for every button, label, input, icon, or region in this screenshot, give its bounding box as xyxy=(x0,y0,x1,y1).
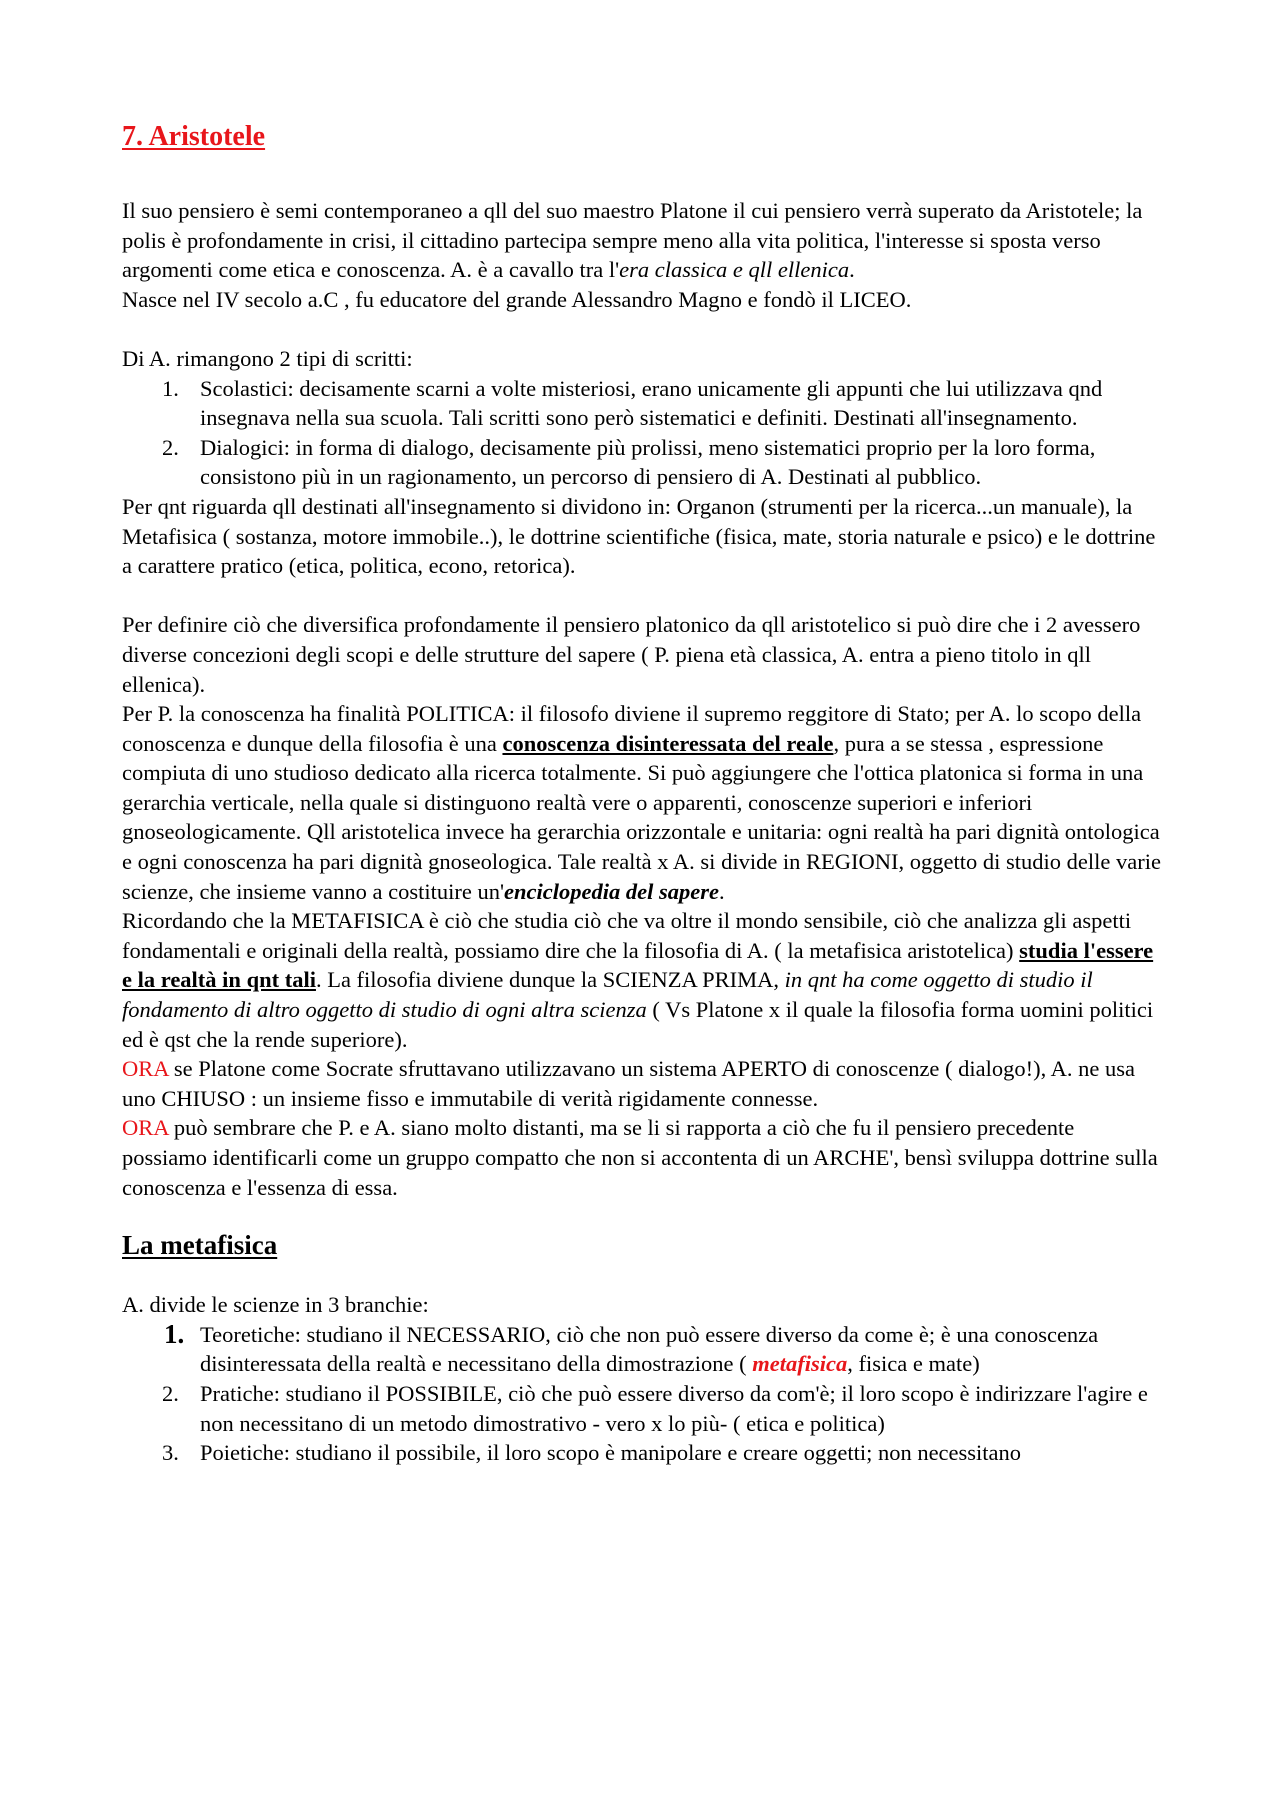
list-number: 2. xyxy=(162,434,179,460)
list-number: 1. xyxy=(162,375,179,401)
spacer xyxy=(122,581,1162,611)
bold-italic-phrase: enciclopedia del sapere xyxy=(504,878,719,904)
knowledge-paragraph: Per P. la conoscenza ha finalità POLITICA: il filosofo diviene il supremo reggitore di Stato; per A. lo scopo della conoscenza e dunque della filosofia è una conoscenza disinteressata del reale, pura a se stessa , espressione compiuta di uno studioso dedicato alla ricerca totalmente. Si può aggiungere che l'ottica platonica si forma in una gerarchia verticale, nella quale si distinguono realtà vere o apparenti, conoscenze superiori e inferiori gnoseologicamente. Qll aristotelica invece ha gerarchia orizzontale e unitaria: ogni realtà ha pari dignità ontologica e ogni conoscenza ha pari dignità gnoseologica. Tale realtà x A. si divide in REGIONI, oggetto di studio delle varie scienze, che insieme vanno a costituire un'enciclopedia del sapere. xyxy=(122,701,1161,904)
writings-list xyxy=(122,374,1162,492)
intro-paragraph: Il suo pensiero è semi contemporaneo a qll del suo maestro Platone il cui pensiero verrà superato da Aristotele; la polis è profondamente in crisi, il cittadino partecipa sempre meno alla vita politica, l'interesse si sposta verso argomenti come etica e conoscenza. A. è a cavallo tra l'era classica e qll ellenica. xyxy=(122,198,1143,283)
list-number: 3. xyxy=(162,1440,179,1466)
red-keyword: ORA xyxy=(122,1056,169,1082)
writings-heading: Di A. rimangono 2 tipi di scritti: xyxy=(122,345,413,371)
branches-list xyxy=(122,1320,1162,1468)
list-item-text: Poietiche: studiano il possibile, il loro scopo è manipolare e creare oggetti; non necessitano xyxy=(200,1440,1022,1466)
list-item-text: Pratiche: studiano il POSSIBILE, ciò che può essere diverso da com'è; il loro scopo è indirizzare l'agire e non necessitano di un metodo dimostrativo - vero x lo più- ( etica e politica) xyxy=(200,1380,1148,1436)
branches-heading: A. divide le scienze in 3 branchie: xyxy=(122,1292,429,1318)
list-item xyxy=(122,1438,1162,1468)
birth-paragraph: Nasce nel IV secolo a.C , fu educatore del grande Alessandro Magno e fondò il LICEO. xyxy=(122,286,912,312)
metaphysics-paragraph: Ricordando che la METAFISICA è ciò che studia ciò che va oltre il mondo sensibile, ciò che analizza gli aspetti fondamentali e originali della realtà, possiamo dire che la filosofia di A. ( la metafisica aristotelica) studia l'essere e la realtà in qnt tali. La filosofia diviene dunque la SCIENZA PRIMA, in qnt ha come oggetto di studio il fondamento di altro oggetto di studio di ogni altra scienza ( Vs Platone x il quale la filosofia forma uomini politici ed è qst che la rende superiore). xyxy=(122,908,1154,1052)
italic-phrase: in qnt ha come oggetto di studio il fondamento di altro oggetto di studio di ogni altra scienza xyxy=(122,967,1093,1023)
list-item xyxy=(122,1379,1162,1438)
red-keyword: ORA xyxy=(122,1115,169,1141)
bold-underlined-phrase: conoscenza disinteressata del reale xyxy=(502,730,834,756)
spacer xyxy=(122,314,1162,344)
list-item xyxy=(122,374,1162,433)
list-item xyxy=(122,433,1162,492)
list-number: 1. xyxy=(164,1318,185,1349)
bold-underlined-phrase: studia l'essere e la realtà in qnt tali xyxy=(122,937,1154,993)
italic-phrase: era classica e qll ellenica xyxy=(619,257,850,283)
spacer xyxy=(122,1202,1162,1228)
list-number: 2. xyxy=(162,1380,179,1406)
organon-paragraph: Per qnt riguarda qll destinati all'insegnamento si dividono in: Organon (strumenti per la ricerca...un manuale), la Metafisica ( sostanza, motore immobile..), le dottrine scientifiche (fisica, mate, storia naturale e psico) e le dottrine a carattere pratico (etica, politica, econo, retorica). xyxy=(122,493,1156,579)
page-title: 7. Aristotele xyxy=(122,121,266,152)
comparison-paragraph: Per definire ciò che diversifica profondamente il pensiero platonico da qll aristotelico si può dire che i 2 avessero diverse concezioni degli scopi e delle strutture del sapere ( P. piena età classica, A. entra a pieno titolo in qll ellenica). xyxy=(122,612,1141,697)
list-item-text: Scolastici: decisamente scarni a volte misteriosi, erano unicamente gli appunti che lui utilizzava qnd insegnava nella sua scuola. Tali scritti sono però sistematici e definiti. Destinati all'insegnamento. xyxy=(200,375,1103,431)
highlight-word: metafisica xyxy=(752,1351,848,1377)
list-item: 1. Teoretiche: studiano il NECESSARIO, ciò che non può essere diverso da come è; è una conoscenza disinteressata della realtà e necessitano della dimostrazione ( metafisica, fisica e mate) xyxy=(164,1318,1099,1377)
section-title: La metafisica xyxy=(122,1230,278,1261)
arche-paragraph: ORA può sembrare che P. e A. siano molto distanti, ma se li si rapporta a ciò che fu il pensiero precedente possiamo identificarli come un gruppo compatto che non si accontenta di un ARCHE', bensì sviluppa dottrine sulla conoscenza e l'essenza di essa. xyxy=(122,1115,1158,1200)
open-closed-paragraph: ORA se Platone come Socrate sfruttavano utilizzavano un sistema APERTO di conoscenze ( dialogo!), A. ne usa uno CHIUSO : un insieme fisso e immutabile di verità rigidamente connesse. xyxy=(122,1056,1135,1111)
list-item-text: Dialogici: in forma di dialogo, decisamente più prolissi, meno sistematici proprio per la loro forma, consistono più in un ragionamento, un percorso di pensiero di A. Destinati al pubblico. xyxy=(200,434,1096,490)
